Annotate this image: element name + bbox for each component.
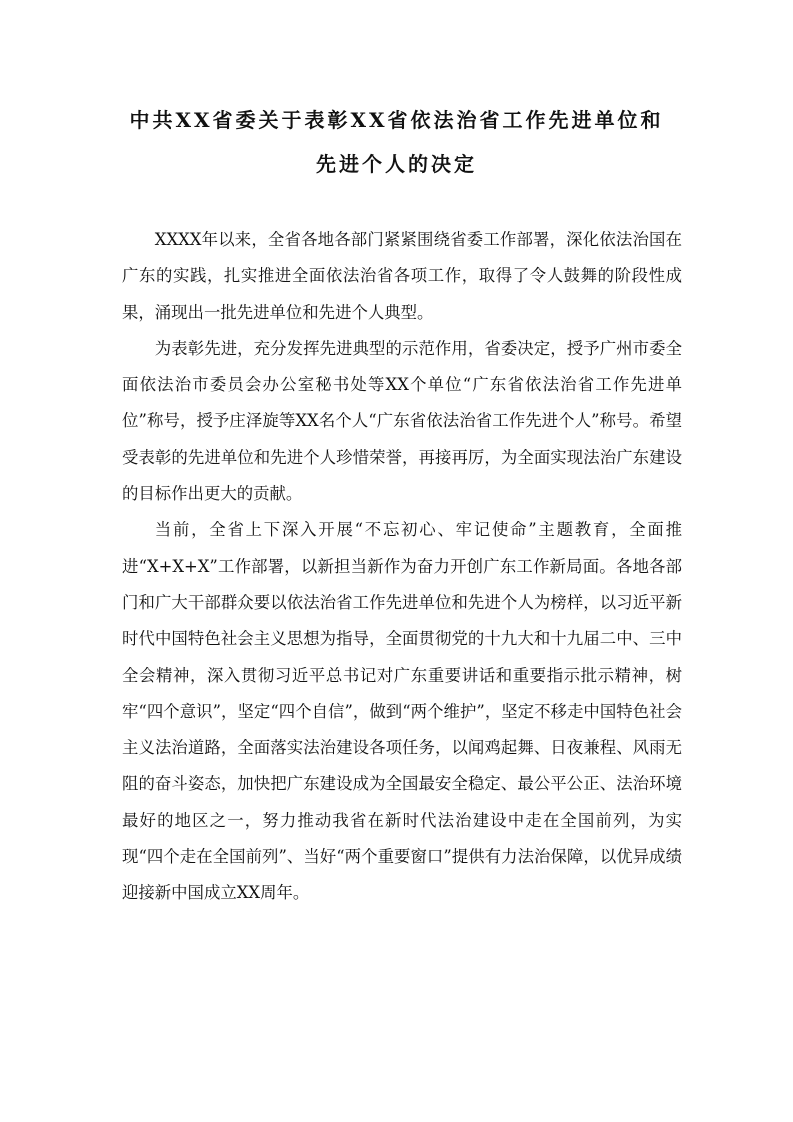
paragraph-2: 为表彰先进，充分发挥先进典型的示范作用，省委决定，授予广州市委全面依法治市委员会办公室秘书处等XX个单位“广东省依法治省工作先进单位”称号，授予庄泽旋等XX名个人“广东省依法治省工作先进个人”称号。希望受表彰的先进单位和先进个人珍惜荣誉，再接再厉，为全面实现法治广东建设的目标作出更大的贡献。 — [122, 338, 682, 504]
paragraph-3: 当前，全省上下深入开展“不忘初心、牢记使命”主题教育，全面推进“X+X+X”工作部署，以新担当新作为奋力开创广东工作新局面。各地各部门和广大干部群众要以依法治省工作先进单位和先进个人为榜样，以习近平新时代中国特色社会主义思想为指导，全面贯彻党的十九大和十九届二中、三中全会精神，深入贯彻习近平总书记对广东重要讲话和重要指示批示精神，树牢“四个意识”，坚定“四个自信”，做到“两个维护”，坚定不移走中国特色社会主义法治道路，全面落实法治建设各项任务，以闻鸡起舞、日夜兼程、风雨无阻的奋斗姿态，加快把广东建设成为全国最安全稳定、最公平公正、法治环境最好的地区之一，努力推动我省在新时代法治建设中走在全国前列，为实现“四个走在全国前列”、当好“两个重要窗口”提供有力法治保障，以优异成绩迎接新中国成立XX周年。 — [122, 520, 682, 903]
document-title-line-2: 先进个人的决定 — [316, 152, 477, 176]
paragraph-1: XXXX年以来，全省各地各部门紧紧围绕省委工作部署，深化依法治国在广东的实践，扎实推进全面依法治省各项工作，取得了令人鼓舞的阶段性成果，涌现出一批先进单位和先进个人典型。 — [122, 230, 682, 322]
document-body — [122, 222, 682, 912]
document-title-line-1: 中共XX省委关于表彰XX省依法治省工作先进单位和 — [129, 108, 664, 132]
